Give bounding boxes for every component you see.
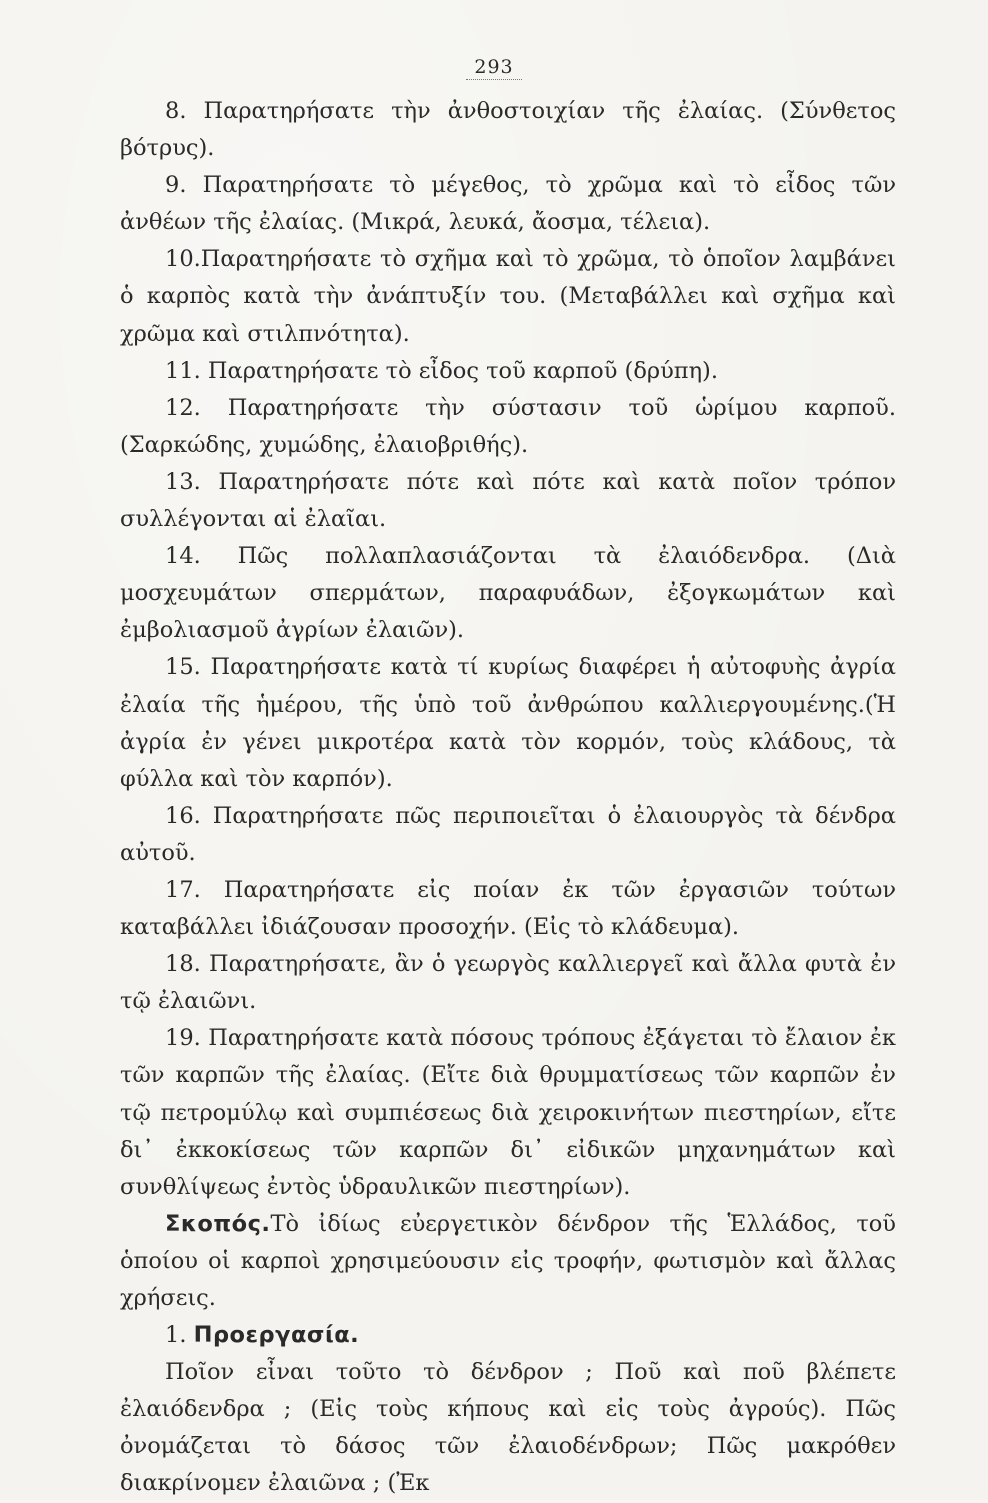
preparation-number: 1.	[165, 1322, 187, 1349]
preparation-heading	[120, 1317, 896, 1354]
question-item: 11. Παρατηρήσατε τὸ εἶδος τοῦ καρποῦ (δρύπη).	[165, 357, 718, 384]
question-item: 12. Παρατηρήσατε τὴν σύστασιν τοῦ ὡρίμου καρποῦ. (Σαρκώδης, χυμώδης, ἐλαιοβριθής).	[120, 394, 896, 458]
question-item: 17. Παρατηρήσατε εἰς ποίαν ἐκ τῶν ἐργασιῶν τούτων καταβάλλει ἰδιάζουσαν προσοχήν. (Εἰς τὸ κλάδευμα).	[120, 876, 896, 941]
question-item: 13. Παρατηρήσατε πότε καὶ πότε καὶ κατὰ ποῖον τρόπον συλλέγονται αἱ ἐλαῖαι.	[120, 468, 896, 533]
closing-paragraph: Ποῖον εἶναι τοῦτο τὸ δένδρον ; Ποῦ καὶ ποῦ βλέπετε ἐλαιόδενδρα ; (Εἰς τοὺς κήπους καὶ εἰς τοὺς ἀγρούς). Πῶς ὀνομάζεται τὸ δάσος τῶν ἐλαιοδένδρων; Πῶς μακρόθεν διακρίνομεν ἐλαιῶνα ; (Ἐκ	[120, 1359, 896, 1497]
purpose-text: Τὸ ἰδίως εὐεργετικὸν δένδρον τῆς Ἑλλάδος, τοῦ ὁποίου οἱ καρποὶ χρησιμεύουσιν εἰς τροφήν, φωτισμὸν καὶ ἄλλας χρήσεις.	[120, 1210, 896, 1311]
question-item: 16. Παρατηρήσατε πῶς περιποιεῖται ὁ ἐλαιουργὸς τὰ δένδρα αὐτοῦ.	[120, 802, 896, 866]
question-item: 8. Παρατηρήσατε τὴν ἀνθοστοιχίαν τῆς ἐλαίας. (Σύνθετος βότρυς).	[120, 98, 896, 162]
question-item: 9. Παρατηρήσατε τὸ μέγεθος, τὸ χρῶμα καὶ τὸ εἶδος τῶν ἀνθέων τῆς ἐλαίας. (Μικρά, λευκά, ἄοσμα, τέλεια).	[120, 172, 896, 236]
purpose-label: Σκοπός.	[165, 1210, 271, 1237]
question-item: 10.Παρατηρήσατε τὸ σχῆμα καὶ τὸ χρῶμα, τὸ ὁποῖον λαμβάνει ὁ καρπὸς κατὰ τὴν ἀνάπτυξίν του. (Μεταβάλλει καὶ σχῆμα καὶ χρῶμα καὶ στιλπνότητα).	[120, 246, 896, 347]
question-item: 15. Παρατηρήσατε κατὰ τί κυρίως διαφέρει ἡ αὐτοφυὴς ἀγρία ἐλαία τῆς ἡμέρου, τῆς ὑπὸ τοῦ ἀνθρώπου καλλιεργουμένης.(Ἡ ἀγρία ἐν γένει μικροτέρα κατὰ τὸν κορμόν, τοὺς κλάδους, τὰ φύλλα καὶ τὸν καρπόν).	[120, 654, 896, 792]
page-number: 293	[0, 56, 988, 78]
purpose-paragraph	[120, 1206, 896, 1317]
question-item: 18. Παρατηρήσατε, ἂν ὁ γεωργὸς καλλιεργεῖ καὶ ἄλλα φυτὰ ἐν τῷ ἐλαιῶνι.	[120, 951, 896, 1015]
question-item: 14. Πῶς πολλαπλασιάζονται τὰ ἐλαιόδενδρα. (Διὰ μοσχευμάτων σπερμάτων, παραφυάδων, ἐξογκωμάτων καὶ ἐμβολιασμοῦ ἀγρίων ἐλαιῶν).	[120, 543, 896, 644]
question-item: 19. Παρατηρήσατε κατὰ πόσους τρόπους ἐξάγεται τὸ ἔλαιον ἐκ τῶν καρπῶν τῆς ἐλαίας. (Εἴτε διὰ θρυμματίσεως τῶν καρπῶν ἐν τῷ πετρομύλῳ καὶ συμπιέσεως διὰ χειροκινήτων πιεστηρίων, εἴτε δι᾽ ἐκκοκίσεως τῶν καρπῶν δι᾽ εἰδικῶν μηχανημάτων καὶ συνθλίψεως ἐντὸς ὑδραυλικῶν πιεστηρίων).	[120, 1025, 896, 1200]
preparation-label: Προεργασία.	[193, 1322, 360, 1349]
body-text	[120, 93, 896, 1503]
